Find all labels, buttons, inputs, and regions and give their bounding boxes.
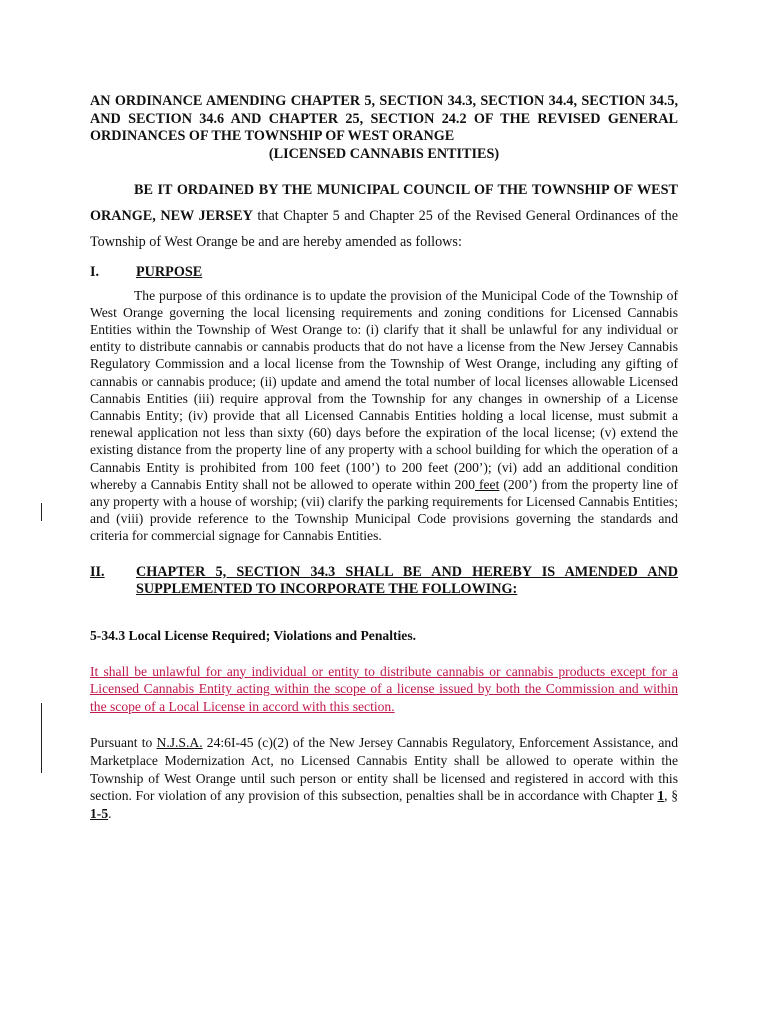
statute-reference: N.J.S.A. — [156, 735, 203, 751]
purpose-text: The purpose of this ordinance is to update the provision of the Municipal Code of the Township of West Orange governing the local licensing requirements and zoning conditions for Licensed Cannabis Entities within the Township of West Orange to: (i) clarify that it shall be unlawful for any individual or entity to distribute cannabis or cannabis products that do not have a license from the New Jersey Cannabis Regulatory Commission and a local license from the Township of West Orange, including any gifting of cannabis or cannabis produce; (ii) update and amend the total number of local licenses allowable Licensed Cannabis Entities (iii) require approval from the Township for any changes in ownership of a License Cannabis Entity; (iv) provide that all Licensed Cannabis Entities holding a local license, must submit a renewal application not less than sixty (60) days before the expiration of the local license; (v) extend the existing distance from the property line of any property with a school building for which the operation of a Cannabis Entity is prohibited from 100 feet (100’) to 200 feet (200’); (vi) add an additional condition whereby a Cannabis Entity shall not be allowed to operate within 200 — [90, 287, 678, 492]
section-reference: 1-5 — [90, 805, 109, 821]
section-2-heading — [90, 564, 678, 599]
chapter-reference: 1 — [657, 788, 665, 804]
subsection-heading: 5-34.3 Local License Required; Violations and Penalties. — [90, 627, 417, 643]
section-1-number: I. — [90, 264, 100, 280]
pursuant-lead: Pursuant to — [90, 735, 157, 751]
section-2-number: II. — [90, 563, 105, 580]
section-1-heading — [90, 264, 678, 282]
paragraph-end: . — [108, 805, 112, 821]
section-1-title: PURPOSE — [136, 264, 203, 280]
purpose-text-end: (200’) from the property line of any property with a house of worship; (vii) clarify the parking requirements for Licensed Cannabis Entities; and (viii) provide reference to the Township Municipal Code provisions governing the standards and criteria for commercial signage for Cannabis Entities. — [90, 476, 678, 544]
purpose-paragraph — [90, 287, 678, 545]
ordaining-clause-bold: BE IT ORDAINED BY THE MUNICIPAL COUNCIL OF THE TOWNSHIP OF WEST ORANGE, NEW JERSEY — [90, 182, 678, 224]
document-page — [90, 93, 678, 822]
change-bar — [41, 703, 42, 773]
inserted-text: It shall be unlawful for any individual or entity to distribute cannabis or cannabis products except for a Licensed Cannabis Entity acting within the scope of a license issued by both the Commission and within the scope of a Local License in accord with this section. — [90, 663, 678, 714]
change-bar — [41, 503, 42, 521]
section-2-title: CHAPTER 5, SECTION 34.3 SHALL BE AND HEREBY IS AMENDED AND SUPPLEMENTED TO INCORPORATE THE FOLLOWING: — [136, 563, 678, 598]
ordaining-clause-text: that Chapter 5 and Chapter 25 of the Revised General Ordinances of the Township of West Orange be and are hereby amended as follows: — [90, 208, 679, 250]
ordinance-subtitle: (LICENSED CANNABIS ENTITIES) — [268, 145, 500, 162]
reference-separator: , § — [664, 788, 679, 804]
ordinance-title: AN ORDINANCE AMENDING CHAPTER 5, SECTION 34.3, SECTION 34.4, SECTION 34.5, AND SECTION 34.6 AND CHAPTER 25, SECTION 24.2 OF THE REVISED GENERAL ORDINANCES OF THE TOWNSHIP OF WEST ORANGE — [90, 93, 678, 144]
purpose-text-underlined: feet — [475, 476, 500, 492]
pursuant-paragraph — [90, 734, 678, 822]
ordaining-clause — [90, 177, 678, 255]
pursuant-text: 24:6I-45 (c)(2) of the New Jersey Cannabis Regulatory, Enforcement Assistance, and Marketplace Modernization Act, no Licensed Cannabis Entity shall be allowed to operate within the Township of West Orange until such person or entity shall be licensed and registered in accord with this section. For violation of any provision of this subsection, penalties shall be in accordance with Chapter — [90, 735, 679, 804]
